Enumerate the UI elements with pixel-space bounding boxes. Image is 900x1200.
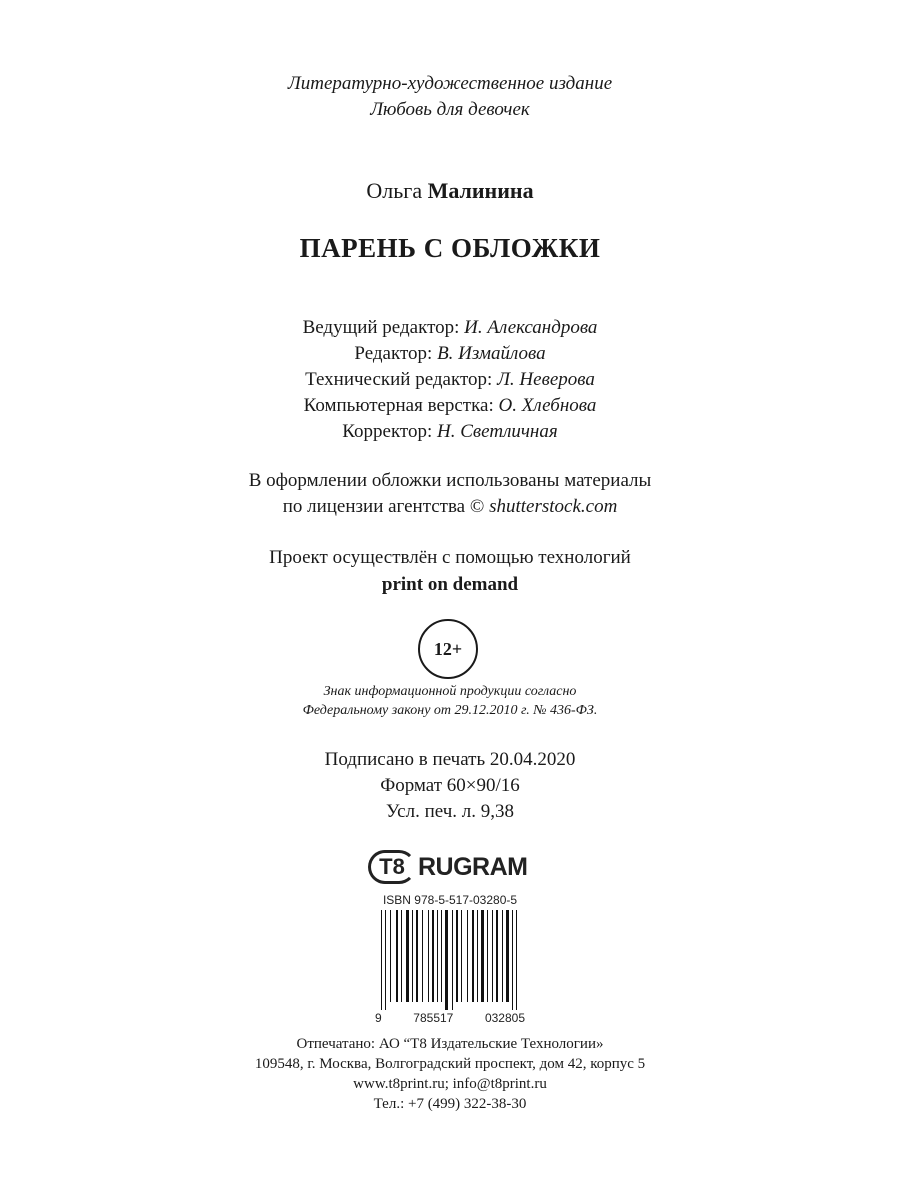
author-last-name: Малинина (427, 178, 534, 203)
logo-text: RUGRAM (418, 852, 528, 881)
credit-line (0, 341, 900, 367)
isbn-label: ISBN 978-5-517-03280-5 (382, 893, 518, 907)
barcode-image (375, 910, 525, 1010)
cover-note-source: shutterstock.com (489, 496, 618, 517)
barcode-bar (406, 910, 409, 1002)
series-line-1: Литературно-художественное издание (287, 73, 613, 94)
barcode-bar (401, 910, 402, 1002)
credit-line (0, 393, 900, 419)
barcode-bar (432, 910, 434, 1002)
barcode-bar (381, 910, 382, 1010)
barcode-digit-group-1: 785517 (413, 1011, 454, 1025)
barcode-digit-first: 9 (375, 1011, 382, 1025)
barcode-bar (437, 910, 438, 1002)
credit-role: Редактор: (354, 343, 433, 364)
barcode-bar (428, 910, 429, 1002)
barcode-bar (412, 910, 413, 1002)
author-first-name: Ольга (366, 178, 423, 203)
barcode-bar (492, 910, 493, 1002)
barcode-bar (487, 910, 488, 1002)
cover-note-prefix: по лицензии агентства © (282, 496, 485, 517)
print-info-block (0, 747, 900, 825)
author-name (0, 177, 900, 205)
credit-person: О. Хлебнова (498, 395, 597, 416)
barcode-bar (502, 910, 503, 1002)
credits-block (0, 315, 900, 445)
cover-note-line-2 (0, 494, 900, 520)
barcode-bar (416, 910, 418, 1002)
print-signed-date: Подписано в печать 20.04.2020 (324, 749, 576, 770)
barcode-bar (467, 910, 468, 1002)
credit-role: Компьютерная верстка: (303, 395, 494, 416)
credit-person: И. Александрова (464, 317, 598, 338)
barcode-bar (456, 910, 458, 1002)
series-line-2: Любовь для девочек (370, 99, 530, 120)
printer-info (0, 1034, 900, 1114)
barcode-bar (496, 910, 498, 1002)
credit-line (0, 419, 900, 445)
credit-person: В. Измайлова (437, 343, 546, 364)
barcode-bar (385, 910, 386, 1010)
book-title: ПАРЕНЬ С ОБЛОЖКИ (299, 233, 601, 263)
project-note (0, 544, 900, 598)
barcode-bar (396, 910, 398, 1002)
cover-license-note (0, 468, 900, 520)
age-note-line-1: Знак информационной продукции согласно (323, 684, 577, 699)
barcode-bar (477, 910, 478, 1002)
credit-line (0, 367, 900, 393)
barcode-bar (516, 910, 517, 1010)
barcode-bar (452, 910, 453, 1010)
barcode-bar (441, 910, 442, 1002)
printer-address: 109548, г. Москва, Волгоградский проспект, дом 42, корпус 5 (254, 1056, 646, 1072)
printer-line-1: Отпечатано: АО “Т8 Издательские Технологии» (296, 1036, 604, 1052)
age-rating-note (0, 682, 900, 720)
series-block (0, 71, 900, 123)
barcode-bar (390, 910, 391, 1002)
cover-note-line-1: В оформлении обложки использованы материалы (248, 470, 652, 491)
credit-person: Н. Светличная (437, 421, 558, 442)
barcode-digit-group-2: 032805 (484, 1011, 525, 1025)
isbn-barcode-block (375, 893, 525, 1025)
printer-web: www.t8print.ru; info@t8print.ru (353, 1076, 547, 1092)
printer-phone: Тел.: +7 (499) 322-38-30 (373, 1096, 527, 1112)
barcode-bar (461, 910, 462, 1002)
barcode-bar (481, 910, 484, 1002)
credit-person: Л. Неверова (497, 369, 595, 390)
credit-role: Ведущий редактор: (302, 317, 460, 338)
barcode-bar (422, 910, 423, 1002)
barcode-bar (512, 910, 513, 1010)
project-note-line-1: Проект осуществлён с помощью технологий (269, 547, 631, 568)
age-note-line-2: Федеральному закону от 29.12.2010 г. № 436-ФЗ. (302, 703, 598, 718)
credit-role: Технический редактор: (305, 369, 493, 390)
print-sheets: Усл. печ. л. 9,38 (386, 801, 514, 822)
project-note-line-2: print on demand (381, 574, 519, 595)
barcode-digits (375, 1011, 525, 1025)
print-format: Формат 60×90/16 (380, 775, 520, 796)
barcode-bar (506, 910, 509, 1002)
credit-role: Корректор: (342, 421, 433, 442)
barcode-bar (472, 910, 474, 1002)
publisher-logo (368, 847, 528, 887)
logo-mark: T8 (368, 850, 416, 884)
credit-line (0, 315, 900, 341)
barcode-bar (445, 910, 448, 1010)
age-rating-badge: 12+ (418, 619, 478, 679)
